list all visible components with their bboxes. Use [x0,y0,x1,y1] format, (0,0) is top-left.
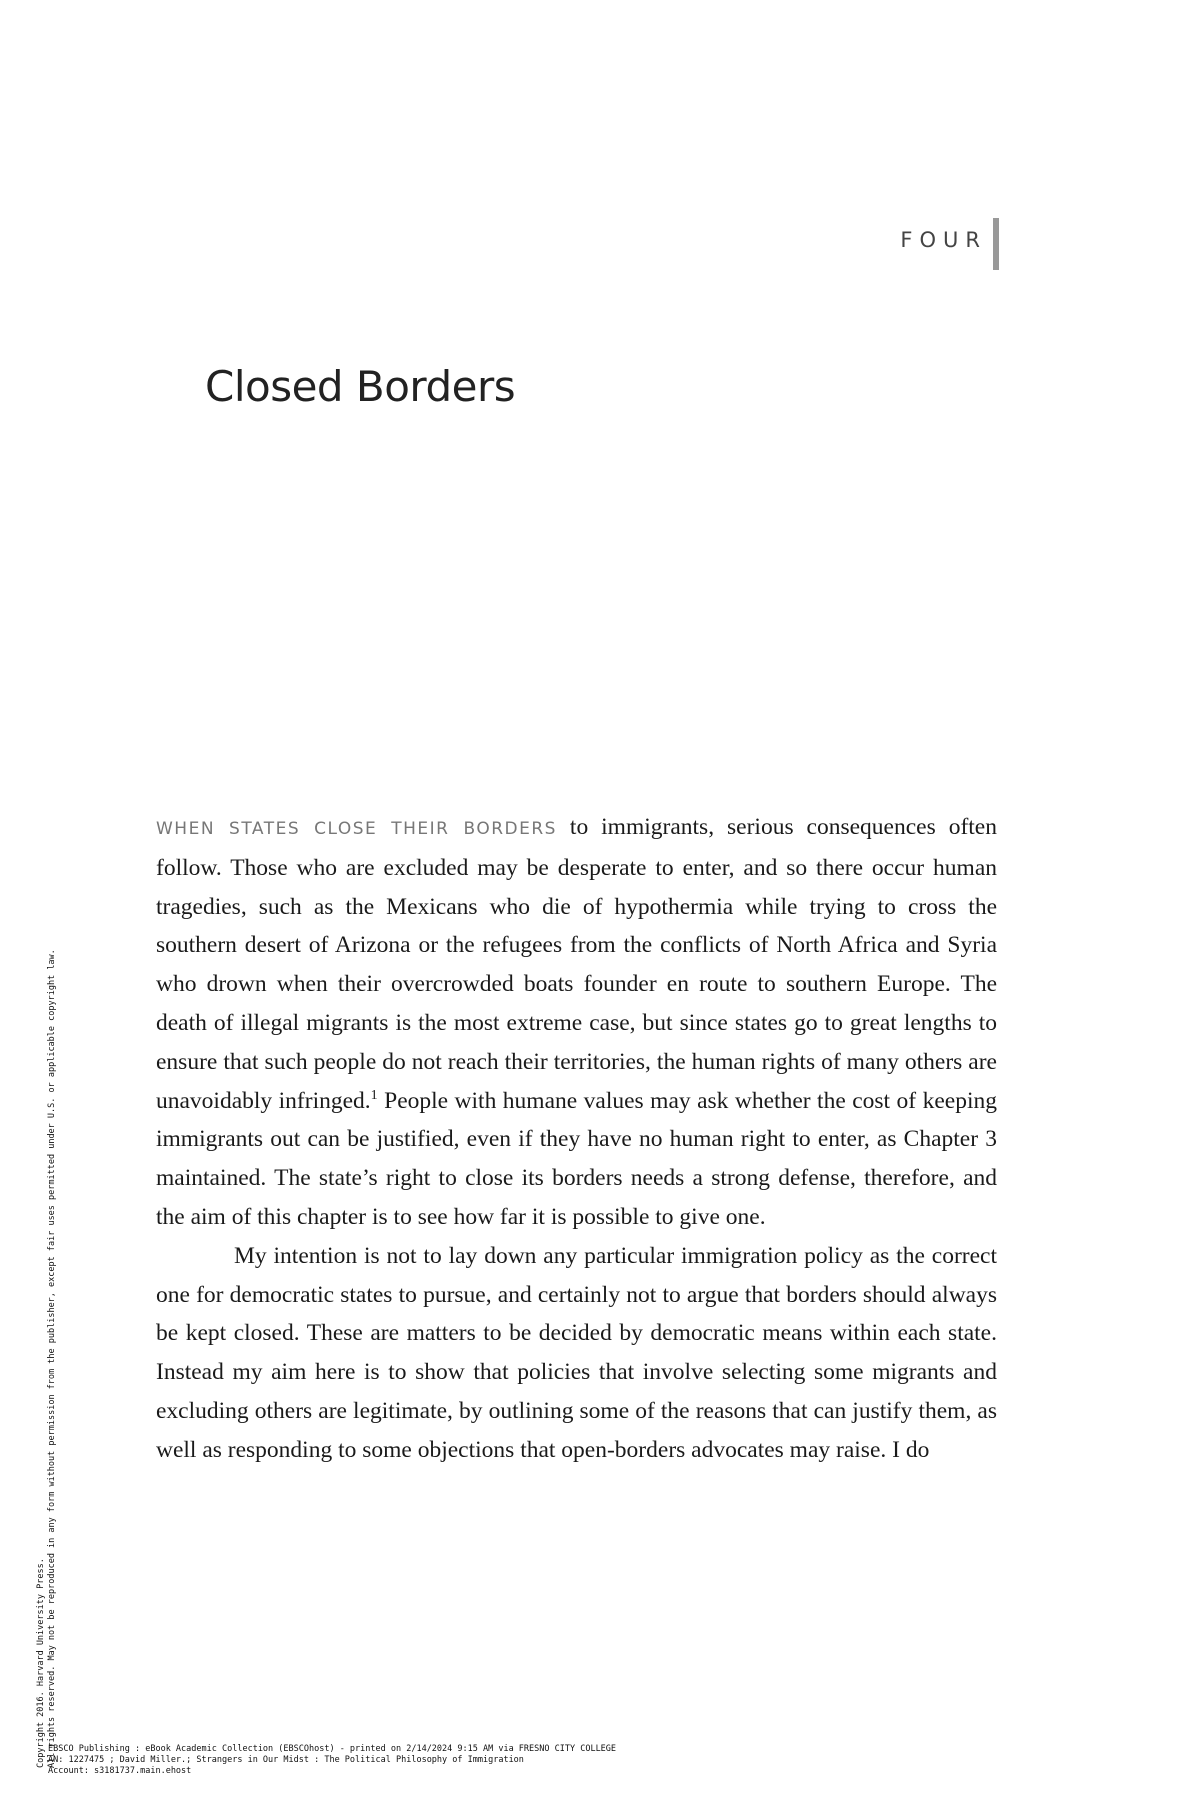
copyright-notice [36,608,58,1768]
rights-line: All rights reserved. May not be reproduced in any form without permission from the publisher, except fair uses permitted under U.S. or applicable copyright law. [47,949,57,1768]
chapter-number: FOUR [900,228,987,252]
paragraph-1 [156,808,997,1237]
paragraph-1-text: to immigrants, serious consequences often follow. Those who are excluded may be desperate to enter, and so there occur human tragedies, such as the Mexicans who die of hypothermia while trying to cross the southern desert of Arizona or the refugees from the conflicts of North Africa and Syria who drown when their overcrowded boats founder en route to southern Europe. The death of illegal migrants is the most extreme case, but since states go to great lengths to ensure that such people do not reach their territories, the human rights of many others are unavoidably infringed. [156,814,997,1114]
paragraph-2: My intention is not to lay down any particular immigration policy as the correct one for democratic states to pursue, and certainly not to argue that borders should always be kept closed. These are matters to be decided by democratic means within each state. Instead my aim here is to show that policies that involve selecting some migrants and excluding others are legitimate, by outlining some of the reasons that can justify them, as well as responding to some objections that open-borders advocates may raise. I do [156,1242,997,1463]
paragraph-1-text-continued: People with humane values may ask whether the cost of keeping immigrants out can be justified, even if they have no human right to enter, as Chapter 3 maintained. The state’s right to close its borders needs a strong defense, therefore, and the aim of this chapter is to see how far it is possible to give one. [156,1087,997,1230]
copyright-line: Copyright 2016. Harvard University Press. [36,1558,46,1768]
chapter-rule [993,218,999,270]
body-text [156,808,997,1470]
footer-book-line: AN: 1227475 ; David Miller.; Strangers in Our Midst : The Political Philosophy of Immigration [48,1755,524,1765]
print-footer [48,1744,616,1777]
footnote-reference[interactable]: 1 [370,1087,378,1103]
chapter-title: Closed Borders [205,362,516,411]
footer-print-line: EBSCO Publishing : eBook Academic Collection (EBSCOhost) - printed on 2/14/2024 9:15 AM via FRESNO CITY COLLEGE [48,1744,617,1754]
lead-in-small-caps: WHEN STATES CLOSE THEIR BORDERS [156,819,557,839]
footer-account-line: Account: s3181737.main.ehost [48,1766,192,1776]
